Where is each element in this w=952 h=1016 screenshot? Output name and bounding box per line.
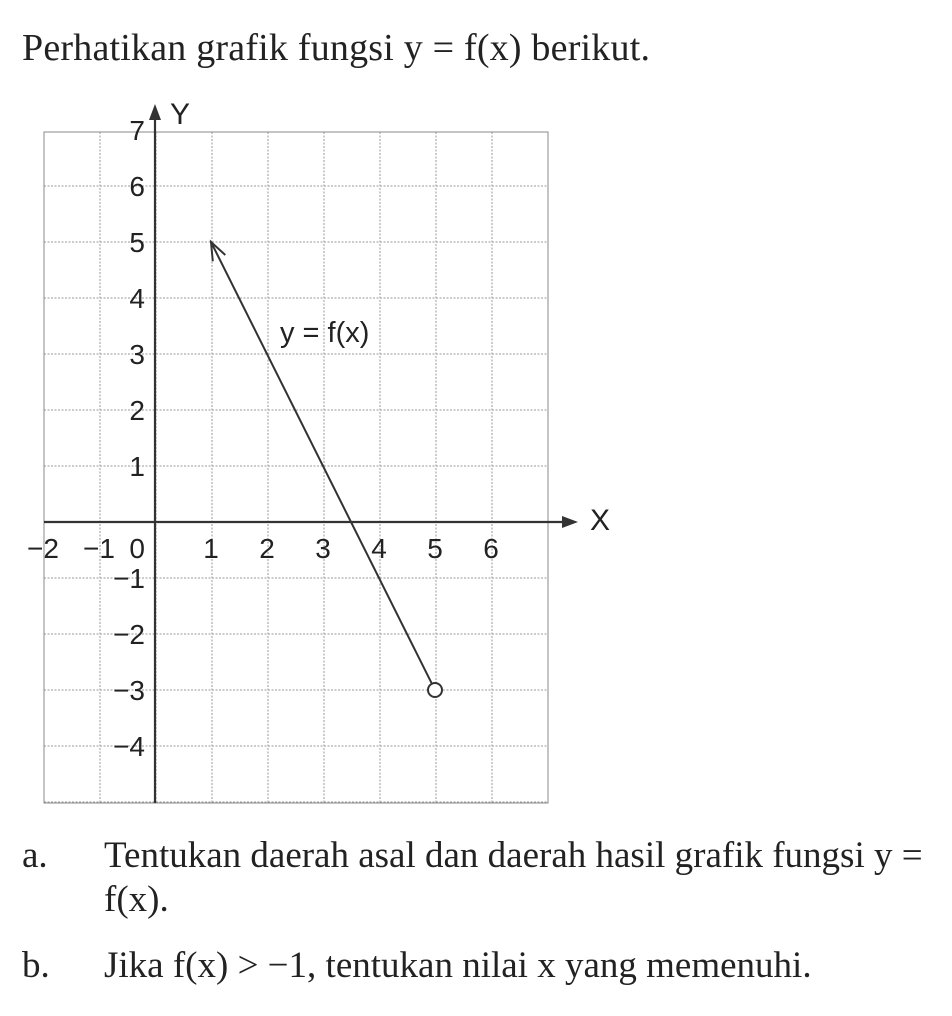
intro-text: Perhatikan grafik fungsi y = f(x) berikut. xyxy=(22,27,651,69)
x-tick-label: 5 xyxy=(427,533,443,564)
series-line xyxy=(211,242,432,684)
x-tick-label: 4 xyxy=(371,533,387,564)
question-a-label: a. xyxy=(22,835,48,876)
x-tick-label: 6 xyxy=(483,533,499,564)
series-label: y = f(x) xyxy=(280,317,370,349)
series-layer xyxy=(211,242,442,697)
y-tick-label: 3 xyxy=(129,339,145,370)
y-tick-label: 6 xyxy=(129,171,145,202)
x-tick-label: −2 xyxy=(27,533,59,564)
question-b-text: Jika f(x) > −1, tentukan nilai x yang memenuhi. xyxy=(104,945,812,986)
x-axis-label: X xyxy=(590,504,611,537)
y-tick-label: −1 xyxy=(113,563,145,594)
y-tick-label: 2 xyxy=(129,395,145,426)
x-tick-label: 0 xyxy=(129,533,145,564)
x-axis-arrow-icon xyxy=(562,516,578,528)
tick-labels xyxy=(27,115,499,762)
y-tick-label: −2 xyxy=(113,619,145,650)
y-tick-label: −3 xyxy=(113,675,145,706)
x-tick-label: −1 xyxy=(83,533,115,564)
y-tick-label: 5 xyxy=(129,227,145,258)
x-tick-label: 3 xyxy=(315,533,331,564)
x-tick-label: 2 xyxy=(259,533,275,564)
question-b-label: b. xyxy=(22,945,50,986)
y-tick-label: 1 xyxy=(129,451,145,482)
y-axis-arrow-icon xyxy=(149,104,161,120)
question-a-text: Tentukan daerah asal dan daerah hasil grafik fungsi y = f(x). xyxy=(104,835,923,920)
y-tick-label: −4 xyxy=(113,731,145,762)
y-axis-label: Y xyxy=(170,98,191,131)
y-tick-label: 4 xyxy=(129,283,145,314)
x-tick-label: 1 xyxy=(203,533,219,564)
y-tick-label: 7 xyxy=(129,115,145,146)
open-circle-endpoint xyxy=(428,683,442,697)
